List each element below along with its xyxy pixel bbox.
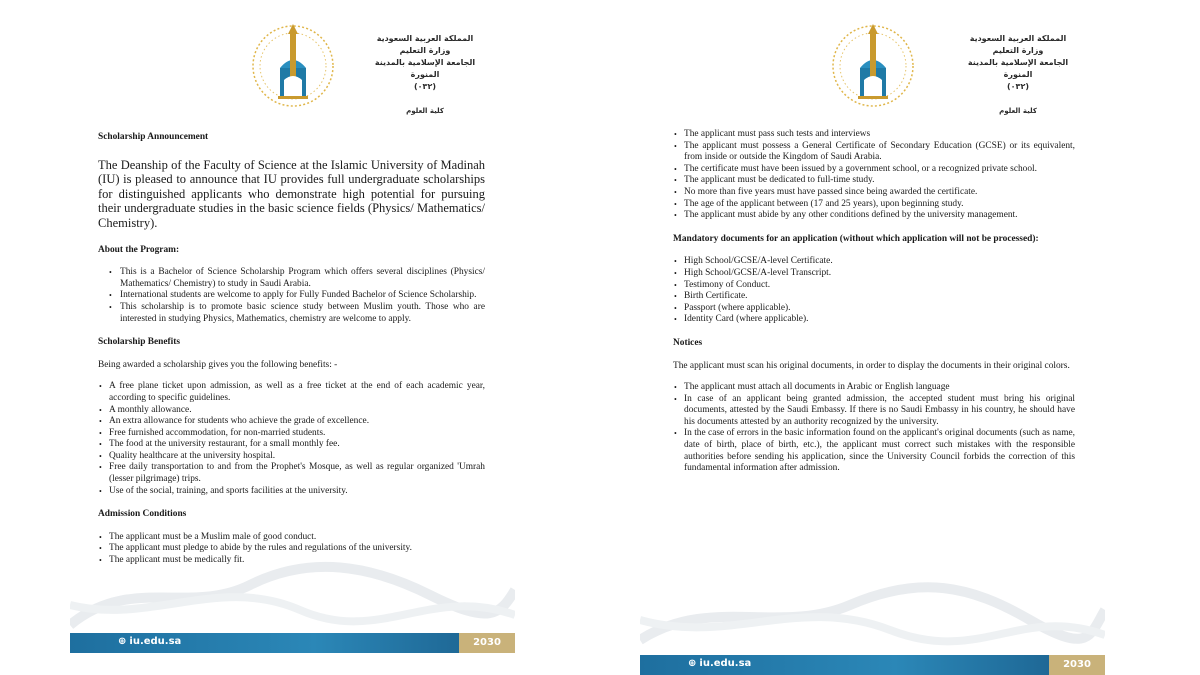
list-item: • The applicant must be medically fit. — [109, 555, 485, 567]
list-item: • Free furnished accommodation, for non-married students. — [109, 428, 485, 440]
arabic-header-block — [958, 33, 1078, 115]
page-footer — [70, 633, 515, 653]
arabic-header-code: (٠٣٢) — [1007, 82, 1029, 91]
list-item: • The applicant must pass such tests and interviews — [684, 129, 1075, 141]
about-list — [98, 267, 485, 325]
list-item: • The certificate must have been issued by a government school, or a recognized private school. — [684, 164, 1075, 176]
list-item: • This is a Bachelor of Science Scholarship Program which offers several disciplines (Physics/ Mathematics/ Chemistry) to study in Saudi Arabia. — [120, 267, 485, 290]
benefits-intro: Being awarded a scholarship gives you the following benefits: - — [98, 359, 338, 370]
university-logo-icon — [830, 22, 916, 108]
page-content — [98, 132, 485, 579]
globe-icon: ⊕ — [688, 658, 697, 669]
list-item: • In the case of errors in the basic information found on the applicant's original documents (such as name, date of birth, place of birth, etc.), the applicant must correct such mistakes with the responsible authorities before sending his application, since the University Council forbids the correction of this fundamental information after admission. — [684, 428, 1075, 474]
document-page-right — [640, 0, 1105, 675]
vision-2030-badge: 2030 — [459, 633, 515, 653]
arabic-faculty-name: كلية العلوم — [406, 107, 444, 115]
benefits-heading: Scholarship Benefits — [98, 337, 181, 348]
intro-paragraph: The Deanship of the Faculty of Science at the Islamic University of Madinah (IU) is pleased to announce that IU provides full undergraduate scholarships for distinguished applicants who demonstrate high potential for pursuing their undergraduate studies in the basic science fields (Physics/ Mathematics/ Chemistry). — [98, 157, 485, 230]
list-item: • Free daily transportation to and from the Prophet's Mosque, as well as regular organized 'Umrah (lesser pilgrimage) trips. — [109, 462, 485, 485]
arabic-header-line: الجامعة الإسلامية بالمدينة المنورة — [374, 58, 476, 79]
page-content — [673, 129, 1075, 487]
list-item: • An extra allowance for students who achieve the grade of excellence. — [109, 416, 485, 428]
list-item: • High School/GCSE/A-level Transcript. — [684, 268, 1075, 280]
calligraphy-watermark-icon — [640, 575, 1105, 655]
list-item: • This scholarship is to promote basic science study between Muslim youth. Those who are interested in studying Physics, Mathematics, chemistry are welcome to apply. — [120, 302, 485, 325]
arabic-header-code: (٠٣٢) — [414, 82, 436, 91]
list-item: • The food at the university restaurant, for a small monthly fee. — [109, 439, 485, 451]
list-item: • No more than five years must have passed since being awarded the certificate. — [684, 187, 1075, 199]
calligraphy-watermark-icon — [70, 555, 515, 635]
page-footer — [640, 655, 1105, 675]
globe-icon: ⊕ — [118, 636, 127, 647]
footer-website[interactable] — [118, 636, 181, 647]
list-item: • The applicant must attach all documents in Arabic or English language — [684, 382, 1075, 394]
arabic-faculty-name: كلية العلوم — [999, 107, 1037, 115]
list-item: • The applicant must possess a General Certificate of Secondary Education (GCSE) or its equivalent, from inside or outside the Kingdom of Saudi Arabia. — [684, 141, 1075, 164]
conditions-list — [673, 129, 1075, 222]
benefits-list — [98, 381, 485, 497]
list-item: • Quality healthcare at the university hospital. — [109, 451, 485, 463]
arabic-header-line: وزارة التعليم — [992, 46, 1044, 55]
arabic-header-line: وزارة التعليم — [399, 46, 451, 55]
list-item: • Birth Certificate. — [684, 291, 1075, 303]
list-item: • A free plane ticket upon admission, as well as a free ticket at the end of each academic year, according to specific guidelines. — [109, 381, 485, 404]
admission-heading: Admission Conditions — [98, 509, 187, 520]
arabic-header-line: المملكة العربية السعودية — [376, 34, 474, 43]
documents-heading: Mandatory documents for an application (without which application will not be processed): — [673, 233, 1039, 244]
list-item: • Use of the social, training, and sports facilities at the university. — [109, 486, 485, 498]
arabic-header-line: المملكة العربية السعودية — [969, 34, 1067, 43]
page-header — [640, 18, 1105, 128]
list-item: • Passport (where applicable). — [684, 303, 1075, 315]
list-item: • The age of the applicant between (17 and 25 years), upon beginning study. — [684, 199, 1075, 211]
list-item: • International students are welcome to apply for Fully Funded Bachelor of Science Scholarship. — [120, 290, 485, 302]
list-item: • In case of an applicant being granted admission, the accepted student must bring his original documents, attested by the Saudi Embassy. If there is no Saudi Embassy in his country, he should have his documents attested by an authority recognized by the university. — [684, 394, 1075, 429]
list-item: • Testimony of Conduct. — [684, 280, 1075, 292]
about-heading: About the Program: — [98, 244, 180, 255]
vision-2030-badge: 2030 — [1049, 655, 1105, 675]
notices-heading: Notices — [673, 337, 703, 348]
document-page-left — [70, 0, 515, 675]
list-item: • The applicant must abide by any other conditions defined by the university management. — [684, 210, 1075, 222]
list-item: • Identity Card (where applicable). — [684, 314, 1075, 326]
documents-list — [673, 256, 1075, 326]
list-item: • The applicant must be a Muslim male of good conduct. — [109, 532, 485, 544]
university-logo-icon — [250, 22, 336, 108]
list-item: • The applicant must be dedicated to full-time study. — [684, 175, 1075, 187]
website-label: iu.edu.sa — [129, 636, 182, 647]
footer-website[interactable] — [688, 658, 751, 669]
announcement-title: Scholarship Announcement — [98, 132, 209, 142]
list-item: • The applicant must pledge to abide by the rules and regulations of the university. — [109, 543, 485, 555]
notices-intro: The applicant must scan his original documents, in order to display the documents in their original colors. — [673, 360, 1070, 371]
notices-list — [673, 382, 1075, 475]
page-header — [70, 18, 515, 128]
list-item: • A monthly allowance. — [109, 405, 485, 417]
website-label: iu.edu.sa — [699, 658, 752, 669]
arabic-header-line: الجامعة الإسلامية بالمدينة المنورة — [967, 58, 1069, 79]
list-item: • High School/GCSE/A-level Certificate. — [684, 256, 1075, 268]
arabic-header-block — [365, 33, 485, 115]
